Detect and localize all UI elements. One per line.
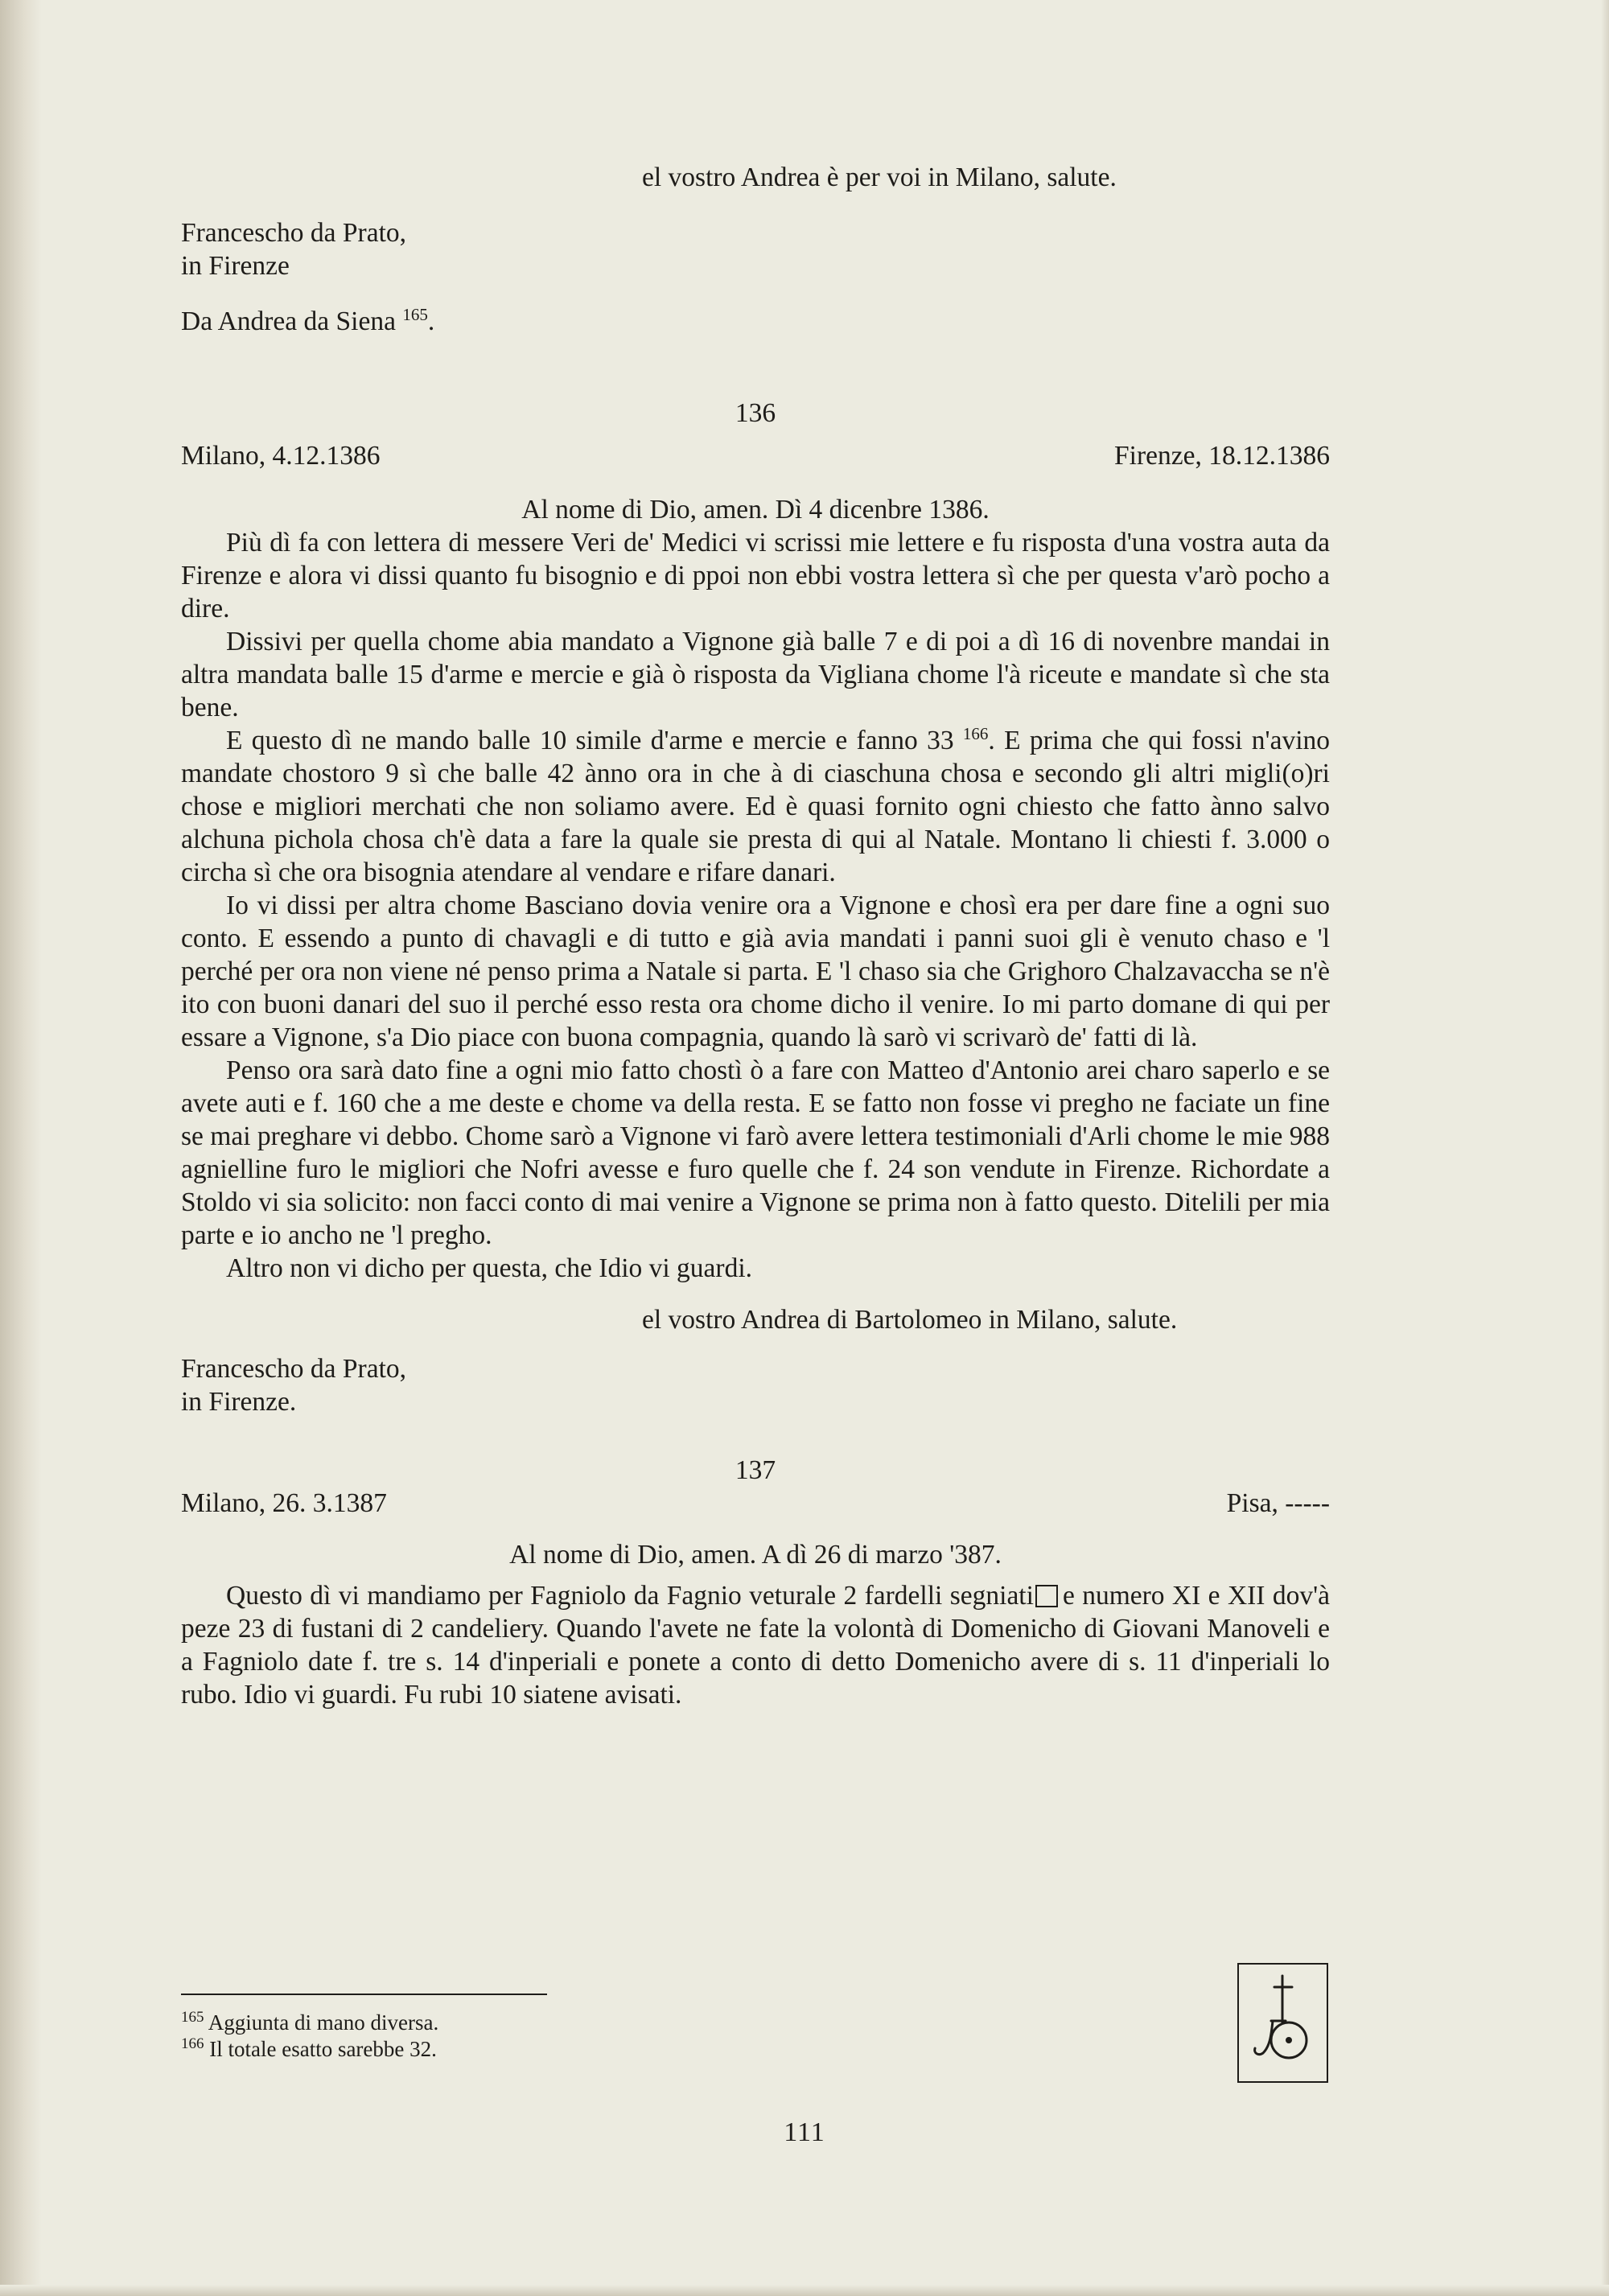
letter-136-address: [181, 1352, 1330, 1418]
paragraph-text: Questo dì vi mandiamo per Fagniolo da Fagnio veturale 2 fardelli segniati: [226, 1581, 1034, 1611]
footnote-number: 166: [181, 2035, 204, 2052]
paragraph: Io vi dissi per altra chome Basciano dovia venire ora a Vignone e chosì era per dare fine a ogni suo conto. E essendo a punto di chavagli e di tutto e già avia mandati i panni suoi gli è venuto chaso e 'l perché per ora non viene né penso prima a Natale si parta. E 'l chaso sia che Grighoro Chalzavaccha se n'è ito con buoni danari del suo il perché esso resta ora chome dicho il venire. Io mi parto domane di qui per essare a Vignone, s'a Dio piace con buona compagnia, quando là sarò vi scrivarò de' fatti di là.: [181, 891, 1330, 1052]
letter-137-origin: Milano, 26. 3.1387: [181, 1488, 387, 1518]
page-edge: [1601, 0, 1609, 2296]
letter-137-dateline: [181, 1487, 1330, 1520]
letter-137-number: 137: [735, 1455, 776, 1485]
page-number: 111: [784, 2117, 825, 2147]
paragraph: [181, 1579, 1330, 1711]
letter-136-destination: Firenze, 18.12.1386: [1114, 441, 1330, 471]
page-content: [181, 161, 1330, 1711]
letter-135-signature: el vostro Andrea è per voi in Milano, salute.: [642, 163, 1117, 192]
bale-mark-icon: [1035, 1585, 1058, 1607]
paragraph: Penso ora sarà dato fine a ogni mio fatto chostì ò a fare con Matteo d'Antonio arei charo saperlo e se avete auti e f. 160 che a me deste e chome va della resta. E se fatto non fosse vi pregho ne faciate un fine se mai preghare vi debbo. Chome sarò a Vignone vi farò avere lettera testimoniali d'Arli chome le mie 988 agnielline furo le migliori che Nofri avesse e furo quelle che f. 24 son vendute in Firenze. Richordate a Stoldo vi sia solicito: non facci conto di mai venire a Vignone se prima non à fatto questo. Ditelili per mia parte e io ancho ne 'l pregho.: [181, 1055, 1330, 1250]
paragraph: Altro non vi dicho per questa, che Idio vi guardi.: [226, 1253, 753, 1283]
footnote-rule: [181, 1994, 547, 1995]
footnote-text: Il totale esatto sarebbe 32.: [209, 2037, 437, 2061]
letter-135-address: [181, 216, 1330, 282]
letter-136-dateline: [181, 439, 1330, 472]
paragraph-text: e numero XI e XII dov'à peze 23 di fustani di 2 candeliery. Quando l'avete ne fate la volontà di Domenicho di Giovani Manoveli e a Fagniolo date f. tre s. 14 d'inperiali e ponete a conto di detto Domenicho avere di s. 11 d'inperiali lo rubo. Idio vi guardi. Fu rubi 10 siatene avisati.: [181, 1581, 1331, 1710]
endorsement-text: Da Andrea da Siena: [181, 307, 396, 336]
letter-137-destination: Pisa, -----: [1226, 1488, 1330, 1518]
footnote-ref-165: 165: [402, 304, 428, 324]
paragraph-text: . E prima che qui fossi n'avino mandate chostoro 9 sì che balle 42 ànno ora in che à di ciaschuna chosa e secondo gli altri migli(o)ri chose e migliori merchati che non soliamo avere. Ed è quasi fornito ogni chiesto che fatto ànno salvo alchuna pichola chosa ch'è data a fare la quale sie presta di qui al Natale. Montano li chiesti f. 3.000 o circha sì che ora bisognia atendare al vendare e rifare danari.: [181, 726, 1330, 887]
endorsement-period: .: [427, 307, 435, 336]
book-gutter: [0, 0, 42, 2296]
footnote-number: 165: [181, 2009, 204, 2026]
address-line: in Firenze.: [181, 1387, 297, 1417]
paragraph: Dissivi per quella chome abia mandato a Vignone già balle 7 e di poi a dì 16 di novenbre mandai in altra mandata balle 15 d'arme e mercie e già ò risposta da Vigliana chome l'à riceute e mandate sì che sta bene.: [181, 627, 1330, 722]
paragraph-text: E questo dì ne mando balle 10 simile d'arme e mercie e fanno 33: [226, 726, 954, 755]
footnote-165: [181, 2010, 1330, 2036]
address-line: Francescho da Prato,: [181, 218, 407, 248]
address-line: Francescho da Prato,: [181, 1354, 407, 1384]
footnote-text: Aggiunta di mano diversa.: [208, 2010, 439, 2035]
letter-136-signature: el vostro Andrea di Bartolomeo in Milano, salute.: [642, 1305, 1178, 1335]
paragraph: Più dì fa con lettera di messere Veri de' Medici vi scrissi mie lettere e fu risposta d'una vostra auta da Firenze e alora vi dissi quanto fu bisognio e di ppoi non ebbi vostra lettera sì che per questa v'arò pocho a dire.: [181, 528, 1330, 623]
letter-136-number: 136: [735, 398, 776, 428]
page-bottom-edge: [0, 2285, 1609, 2296]
footnotes: [181, 1994, 1330, 2063]
letter-137-invocation: Al nome di Dio, amen. A dì 26 di marzo '387.: [509, 1540, 1002, 1570]
address-line: in Firenze: [181, 251, 290, 281]
footnote-166: [181, 2036, 1330, 2063]
footnote-ref-166: 166: [962, 723, 989, 743]
letter-135-endorsement: [181, 305, 1330, 338]
letter-137-body: [181, 1579, 1330, 1711]
paragraph: [181, 724, 1330, 889]
letter-136-invocation: Al nome di Dio, amen. Dì 4 dicenbre 1386.: [521, 495, 990, 525]
letter-136-body: [181, 526, 1330, 1285]
letter-136-origin: Milano, 4.12.1386: [181, 441, 381, 471]
